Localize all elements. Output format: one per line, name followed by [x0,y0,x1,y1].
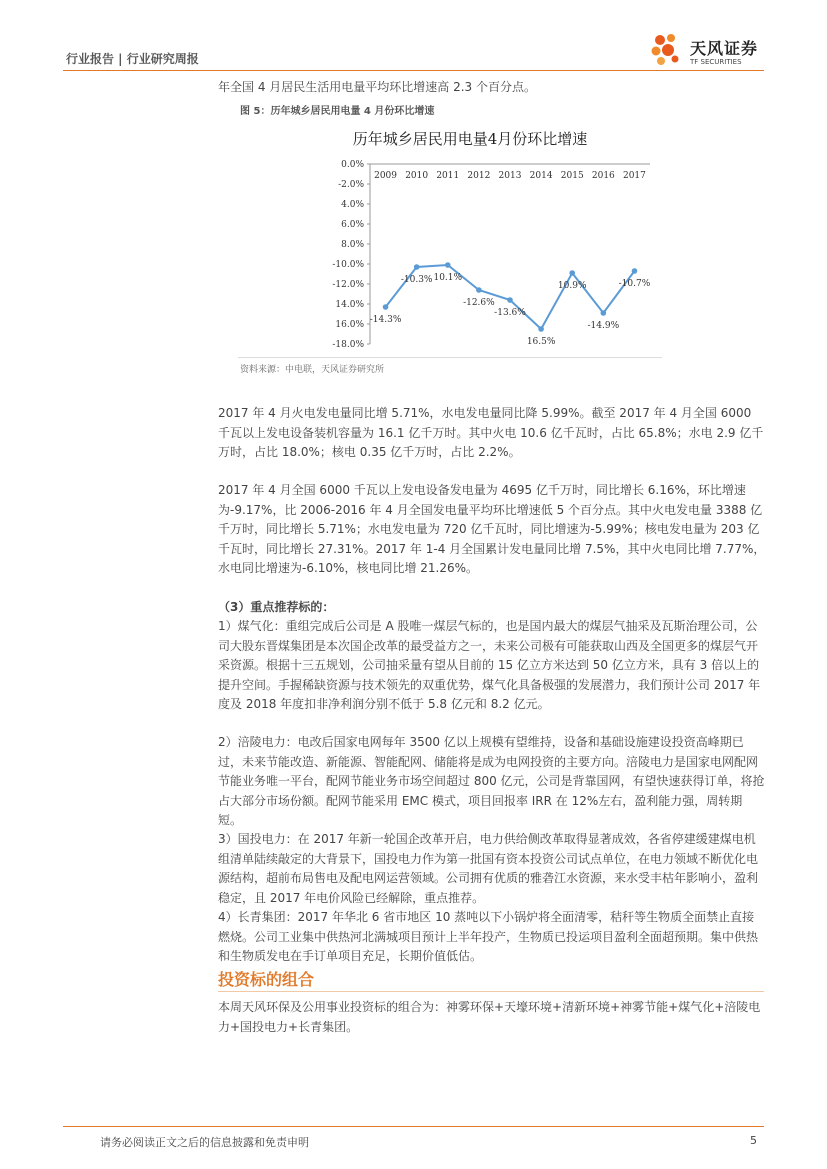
page-number: 5 [750,1134,757,1147]
data-point [445,262,451,268]
x-category-label: 2014 [529,171,553,181]
pick-item-1: 1）煤气化：重组完成后公司是 A 股唯一煤层气标的，也是国内最大的煤层气抽采及瓦斯治理公司，公司大股东晋煤集团是本次国企改革的最受益方之一，未来公司极有可能获取山西及全国更多的煤层气开采资源。根据十三五规划，公司抽采量有望从目前的 15 亿立方米达到 50 亿立方米，具有 3 倍以上的提升空间。手握稀缺资源与技术领先的双重优势，煤气化具备极强的发展潜力，我们预计公司 2017 年度及 2018 年度扣非净利润分别不低于 5.8 亿元和 8.2 亿元。 [218,619,761,711]
chart-title: 历年城乡居民用电量4月份环比增速 [352,130,588,148]
logo-flower-icon [648,30,688,70]
x-category-label: 2015 [560,171,584,181]
footer-rule [63,1126,764,1127]
intro-line: 年全国 4 月居民生活用电量平均环比增速高 2.3 个百分点。 [218,80,536,94]
figure-source: 资料来源：中电联，天风证券研究所 [240,365,385,375]
data-point [538,326,544,332]
y-tick-label: -2.0% [338,180,364,190]
y-tick-label: 16.0% [335,320,364,330]
x-category-label: 2013 [498,171,522,181]
data-label: -12.6% [463,298,495,308]
x-category-label: 2017 [622,171,646,181]
y-tick-label: -12.0% [332,280,364,290]
data-label: -10.7% [618,279,651,289]
data-point [414,264,420,270]
logo-text-en: TF SECURITIES [690,58,742,66]
data-label: 16.5% [526,337,556,347]
data-label: 10.1% [433,273,463,283]
data-label: -14.3% [369,315,402,325]
data-point [601,310,607,316]
pick-item-3: 3）国投电力：在 2017 年新一轮国企改革开启，电力供给侧改革取得显著成效，各省停建缓建煤电机组清单陆续敲定的大背景下，国投电力作为第一批国有资本投资公司试点单位，在电力领域不断优化电源结构，超前布局售电及配电网运营领域。公司拥有优质的雅砻江水资源，来水受丰枯年影响小，盈利稳定，且 2017 年电价风险已经解除，重点推荐。 [218,832,759,905]
paragraph-installed-capacity: 2017 年 4 月火电发电量同比增 5.71%，水电发电量同比降 5.99%。截至 2017 年 4 月全国 6000 千瓦以上发电设备装机容量为 16.1 亿千万时。其中火电 10.6 亿千瓦时，占比 65.8%；水电 2.9 亿千万时，占比 18.0%；核电 0.35 亿千万时，占比 2.2%。 [218,406,764,459]
header-label: 行业报告 | 行业研究周报 [66,52,199,66]
y-tick-label: -10.0% [332,260,364,270]
y-tick-label: 4.0% [341,200,364,210]
data-label: -13.6% [494,308,526,318]
x-category-label: 2009 [374,171,398,181]
x-category-label: 2012 [467,171,491,181]
section-key-picks-heading: （3）重点推荐标的： [218,600,335,614]
y-tick-label: -18.0% [332,340,364,350]
data-point [569,270,575,276]
portfolio-text: 本周天风环保及公用事业投资标的组合为：神雾环保+天壕环境+清新环境+神雾节能+煤气化+涪陵电力+国投电力+长青集团。 [218,1000,761,1034]
pick-item-4: 4）长青集团：2017 年华北 6 省市地区 10 蒸吨以下小锅炉将全面清零，秸秆等生物质全面禁止直接燃烧。公司工业集中供热河北满城项目预计上半年投产，生物质已投运项目盈利全面超预期。集中供热和生物质发电在手订单项目充足，长期价值低估。 [218,910,759,963]
paragraph-generation: 2017 年 4 月全国 6000 千瓦以上发电设备发电量为 4695 亿千万时，同比增长 6.16%，环比增速为-9.17%，比 2006-2016 年 4 月全国发电量平均环比增速低 5 个百分点。其中火电发电量 3388 亿千万时，同比增长 5.71%；水电发电量为 720 亿千瓦时，同比增速为-5.99%；核电发电量为 203 亿千瓦时，同比增长 27.31%。2017 年 1-4 月全国累计发电量同比增 7.5%，其中火电同比增 7.77%，水电同比增速为-6.10%，核电同比增 21.26%。 [218,483,766,575]
x-category-label: 2016 [591,171,615,181]
data-label: 10.9% [557,281,587,291]
chart-svg [240,118,660,358]
data-point [476,287,482,293]
source-divider [238,357,662,358]
figure-caption: 图 5：历年城乡居民用电量 4 月份环比增速 [240,106,435,117]
data-label: -10.3% [400,275,433,285]
x-category-label: 2010 [405,171,429,181]
portfolio-heading: 投资标的组合 [218,970,315,989]
data-point [507,297,513,303]
company-logo [648,30,768,70]
x-category-label: 2011 [436,171,460,181]
logo-text-cn: 天风证券 [690,39,759,58]
y-tick-label: 8.0% [341,240,364,250]
data-label: -14.9% [587,321,620,331]
y-tick-label: 0.0% [341,160,364,170]
pick-item-2: 2）涪陵电力：电改后国家电网每年 3500 亿以上规模有望维持，设备和基础设施建设投资高峰期已过，未来节能改造、新能源、智能配网、储能将是成为电网投资的主要方向。涪陵电力是国家电网配网节能业务唯一平台，配网节能业务市场空间超过 800 亿元，公司是背靠国网，有望快速获得订单，将抢占大部分市场份额。配网节能采用 EMC 模式，项目回报率 IRR 在 12%左右，盈利能力强，周转期短。 [218,735,765,827]
line-chart [240,118,660,358]
y-tick-label: 6.0% [341,220,364,230]
data-point [632,268,638,274]
portfolio-rule [218,991,764,992]
data-point [383,304,389,310]
y-tick-label: 14.0% [335,300,364,310]
footer-disclaimer: 请务必阅读正文之后的信息披露和免责申明 [100,1136,309,1149]
header-rule [63,70,764,71]
